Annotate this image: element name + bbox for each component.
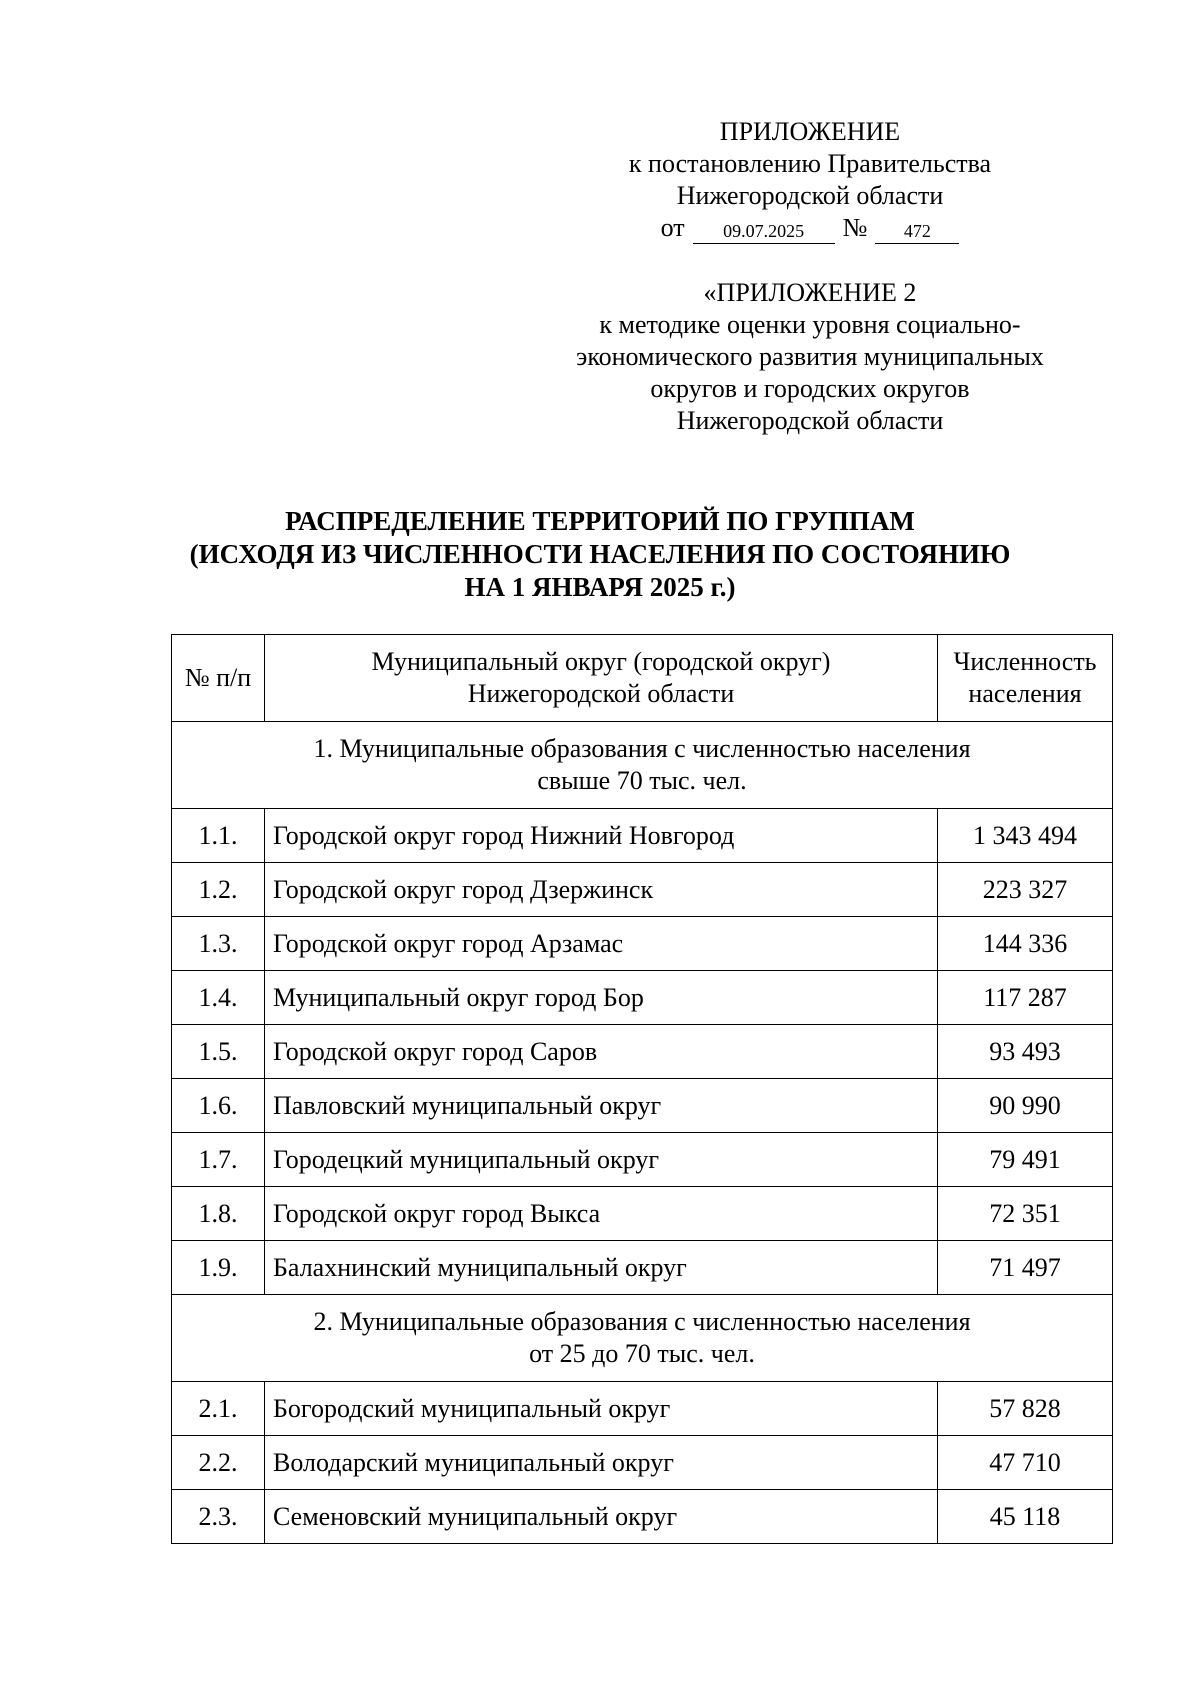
group-title [172, 1295, 1113, 1382]
group-title [172, 722, 1113, 809]
row-num: 1.4. [172, 971, 265, 1025]
table-row [172, 1490, 1113, 1544]
row-num: 1.2. [172, 863, 265, 917]
appendix-line-3: экономического развития муниципальных [576, 342, 1044, 371]
row-name: Семеновский муниципальный округ [265, 1490, 938, 1544]
appendix-block [540, 277, 1080, 437]
table-row [172, 971, 1113, 1025]
row-num: 1.8. [172, 1187, 265, 1241]
row-num: 1.5. [172, 1025, 265, 1079]
row-name: Муниципальный округ город Бор [265, 971, 938, 1025]
document-title [120, 505, 1080, 604]
row-population: 90 990 [938, 1079, 1113, 1133]
appendix-line-4: округов и городских округов [650, 374, 970, 403]
appendix-line-2: к методике оценки уровня социально- [599, 310, 1021, 339]
approval-line-3: Нижегородской области [676, 181, 944, 210]
row-name: Городской округ город Нижний Новгород [265, 809, 938, 863]
row-name: Городской округ город Выкса [265, 1187, 938, 1241]
table-row [172, 1133, 1113, 1187]
row-num: 1.7. [172, 1133, 265, 1187]
row-name: Городской округ город Саров [265, 1025, 938, 1079]
table-row [172, 1025, 1113, 1079]
row-population: 117 287 [938, 971, 1113, 1025]
group-title-line-2: свыше 70 тыс. чел. [537, 766, 747, 795]
table-row [172, 917, 1113, 971]
row-population: 93 493 [938, 1025, 1113, 1079]
row-population: 45 118 [938, 1490, 1113, 1544]
row-population: 223 327 [938, 863, 1113, 917]
row-population: 144 336 [938, 917, 1113, 971]
row-population: 47 710 [938, 1436, 1113, 1490]
row-name: Городецкий муниципальный округ [265, 1133, 938, 1187]
group-row [172, 722, 1113, 809]
table-row [172, 1079, 1113, 1133]
row-num: 2.3. [172, 1490, 265, 1544]
row-population: 1 343 494 [938, 809, 1113, 863]
title-line-1: РАСПРЕДЕЛЕНИЕ ТЕРРИТОРИЙ ПО ГРУППАМ [285, 506, 915, 536]
row-population: 79 491 [938, 1133, 1113, 1187]
header-name-line-1: Муниципальный округ (городской округ) [371, 647, 831, 676]
appendix-line-1: «ПРИЛОЖЕНИЕ 2 [703, 278, 917, 307]
row-num: 1.6. [172, 1079, 265, 1133]
header-population-line-2: населения [968, 679, 1082, 708]
header-population [938, 635, 1113, 722]
row-name: Павловский муниципальный округ [265, 1079, 938, 1133]
title-line-2: (ИСХОДЯ ИЗ ЧИСЛЕННОСТИ НАСЕЛЕНИЯ ПО СОСТОЯНИЮ [189, 539, 1011, 569]
row-name: Балахнинский муниципальный округ [265, 1241, 938, 1295]
table-row [172, 863, 1113, 917]
group-row [172, 1295, 1113, 1382]
appendix-line-5: Нижегородской области [676, 406, 944, 435]
table-row [172, 1187, 1113, 1241]
decree-number: 472 [875, 220, 959, 244]
approval-line-2: к постановлению Правительства [628, 149, 992, 178]
table-header-row [172, 635, 1113, 722]
approval-block [540, 116, 1080, 244]
row-num: 2.2. [172, 1436, 265, 1490]
row-name: Городской округ город Дзержинск [265, 863, 938, 917]
table-row [172, 1382, 1113, 1436]
title-line-3: НА 1 ЯНВАРЯ 2025 г.) [464, 572, 736, 602]
number-prefix: № [842, 213, 868, 242]
decree-line [540, 212, 1080, 244]
group-title-line-1: 2. Муниципальные образования с численностью населения [313, 1307, 971, 1336]
row-num: 2.1. [172, 1382, 265, 1436]
date-prefix: от [660, 213, 685, 242]
header-name [265, 635, 938, 722]
row-name: Богородский муниципальный округ [265, 1382, 938, 1436]
header-num: № п/п [172, 635, 265, 722]
row-name: Городской округ город Арзамас [265, 917, 938, 971]
row-name: Володарский муниципальный округ [265, 1436, 938, 1490]
decree-date: 09.07.2025 [693, 220, 835, 244]
row-num: 1.9. [172, 1241, 265, 1295]
row-population: 72 351 [938, 1187, 1113, 1241]
row-num: 1.1. [172, 809, 265, 863]
group-title-line-1: 1. Муниципальные образования с численностью населения [313, 734, 971, 763]
header-population-line-1: Численность [953, 647, 1097, 676]
distribution-table [171, 634, 1113, 1544]
row-num: 1.3. [172, 917, 265, 971]
header-name-line-2: Нижегородской области [467, 679, 735, 708]
table-row [172, 809, 1113, 863]
table-row [172, 1241, 1113, 1295]
row-population: 71 497 [938, 1241, 1113, 1295]
group-title-line-2: от 25 до 70 тыс. чел. [529, 1339, 755, 1368]
approval-line-1: ПРИЛОЖЕНИЕ [719, 117, 901, 146]
row-population: 57 828 [938, 1382, 1113, 1436]
table-row [172, 1436, 1113, 1490]
